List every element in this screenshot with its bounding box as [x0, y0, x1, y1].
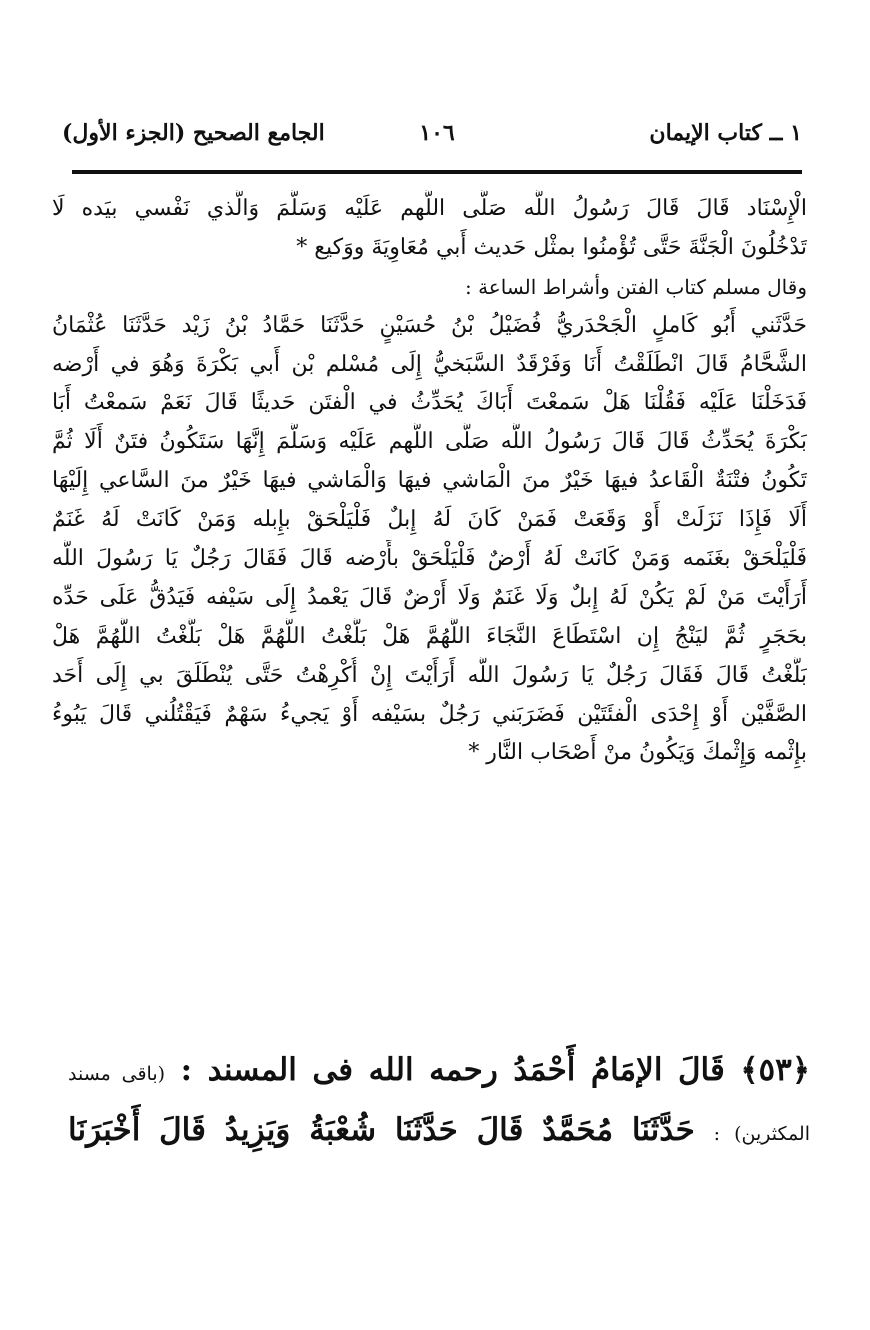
hadith-heading: ﴿٥٣﴾ قَالَ الإمَامُ أَحْمَدُ رحمه الله فى المسند :	[180, 1052, 810, 1088]
book-title: الجامع الصحيح (الجزء الأول)	[62, 120, 325, 146]
text-line: أَلَا فَإِذَا نَزَلَتْ أَوْ وَقَعَتْ فَمَنْ كَانَ لَهُ إِبلٌ فَلْيَلْحَقْ بإِبله وَمَنْ كَانَتْ لَهُ غَنَمٌ	[52, 507, 807, 533]
text-line: بإِثْمه وَإِثْمكَ وَيَكُونُ منْ أَصْحَاب النَّار *	[468, 740, 807, 766]
text-line: الْإِسْنَاد قَالَ قَالَ رَسُولُ اللَّه صَلَّى اللَّهم عَلَيْه وَسَلَّمَ وَالَّذي نَفْسي بيَده لَا	[52, 196, 807, 221]
text-line: بَلَّغْتُ قَالَ فَقَالَ رَجُلٌ يَا رَسُولَ اللَّه أَرَأَيْتَ إِنْ أُكْرِهْتُ حَتَّى يُنْطَلَقَ بي إِلَى أَحَد	[52, 662, 807, 688]
main-text	[52, 190, 807, 773]
text-line: حَدَّثَني أَبُو كَاملٍ الْجَحْدَريُّ فُضَيْلُ بْنُ حُسَيْنٍ حَدَّثَنَا حَمَّادُ بْنُ زَيْد حَدَّثَنَا عُثْمَانُ	[52, 312, 807, 338]
hadith-text: حَدَّثَنَا مُحَمَّدٌ قَالَ حَدَّثَنَا شُعْبَةُ وَيَزِيدُ قَالَ أَخْبَرَنَا	[68, 1112, 695, 1148]
hadith-line-2	[68, 1100, 810, 1160]
text-line: بحَجَرٍ ثُمَّ ليَنْجُ إِن اسْتَطَاعَ النَّجَاءَ اللَّهُمَّ هَلْ بَلَّغْتُ اللَّهُمَّ هَلْ بَلَّغْتُ اللَّهُمَّ هَلْ	[52, 623, 807, 649]
chapter-title: ١ ــ كتاب الإيمان	[649, 120, 802, 146]
hadith-source: (باقى مسند	[68, 1063, 166, 1085]
running-header	[62, 112, 802, 156]
header-rule	[72, 170, 802, 174]
section-heading: وقال مسلم كتاب الفتن وأشراط الساعة :	[464, 274, 807, 299]
text-line: أَرَأَيْتَ مَنْ لَمْ يَكُنْ لَهُ إِبلٌ وَلَا غَنَمٌ وَلَا أَرْضٌ قَالَ يَعْمدُ إِلَى سَيْفه فَيَدُقُّ عَلَى حَدِّه	[52, 584, 807, 610]
text-line: تَكُونُ فتْنَةٌ الْقَاعدُ فيهَا خَيْرٌ منَ الْمَاشي فيهَا وَالْمَاشي فيهَا خَيْرٌ منَ السَّاعي إِلَيْهَا	[52, 468, 807, 494]
text-line: فَدَخَلْنَا عَلَيْه فَقُلْنَا هَلْ سَمعْتَ أَبَاكَ يُحَدِّثُ في الْفتَن حَديثًا قَالَ نَعَمْ سَمعْتُ أَبَا	[52, 390, 807, 416]
text-line: فَلْيَلْحَقْ بغَنَمه وَمَنْ كَانَتْ لَهُ أَرْضٌ فَلْيَلْحَقْ بأَرْضه قَالَ فَقَالَ رَجُلٌ يَا رَسُولَ اللَّه	[52, 546, 807, 572]
text-line: بَكْرَةَ يُحَدِّثُ قَالَ قَالَ رَسُولُ اللَّه صَلَّى اللَّهم عَلَيْه وَسَلَّمَ إِنَّهَا سَتَكُونُ فتَنٌ أَلَا ثُمَّ	[52, 429, 807, 455]
hadith-line-1	[68, 1040, 810, 1100]
hadith-section	[68, 1040, 810, 1160]
text-line: الصَّفَّيْن أَوْ إِحْدَى الْفئَتَيْن فَضَرَبَني رَجُلٌ بسَيْفه أَوْ يَجيءُ سَهْمٌ فَيَقْتُلُني قَالَ يَبُوءُ	[52, 701, 807, 727]
text-line: تَدْخُلُونَ الْجَنَّةَ حَتَّى تُؤْمنُوا بمثْل حَديث أَبي مُعَاوِيَةَ ووَكيع *	[296, 234, 807, 260]
hadith-source-cont: المكثرين) :	[713, 1123, 810, 1145]
page-number: ١٠٦	[419, 120, 455, 146]
text-line: الشَّحَّامُ قَالَ انْطَلَقْتُ أَنَا وَفَرْقَدٌ السَّبَخيُّ إِلَى مُسْلم بْن أَبي بَكْرَةَ وَهُوَ في أَرْضه	[52, 351, 807, 377]
